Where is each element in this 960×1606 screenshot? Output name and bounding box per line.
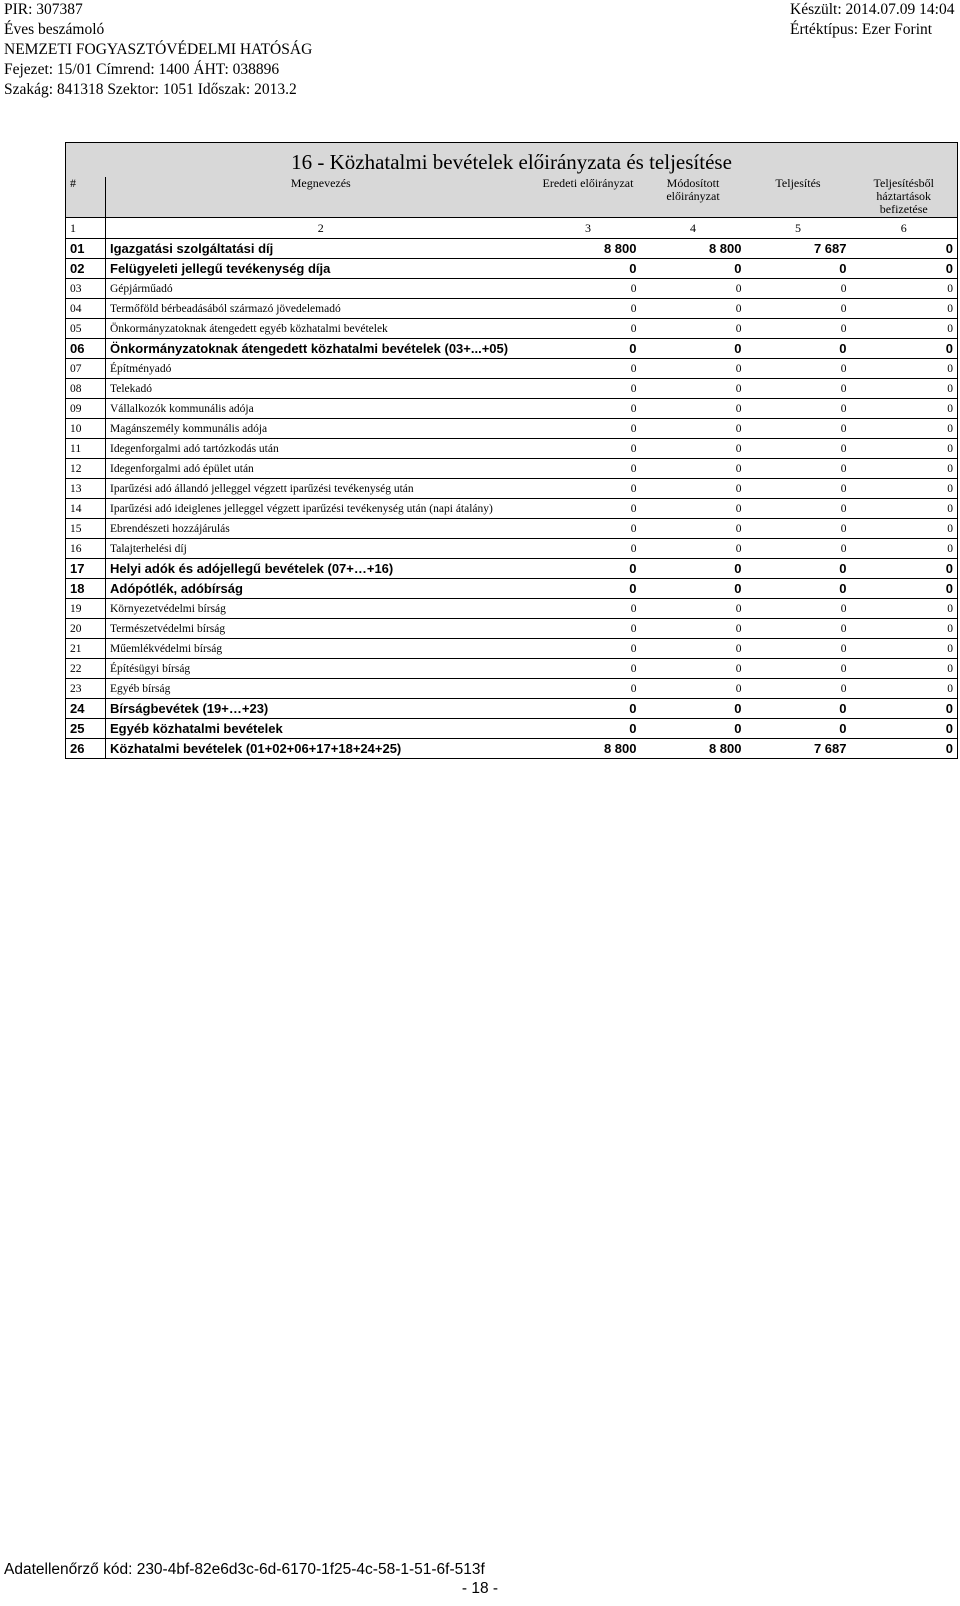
row-name: Igazgatási szolgáltatási díj [106, 239, 536, 259]
row-modified: 0 [641, 299, 746, 319]
row-household: 0 [851, 459, 958, 479]
row-household: 0 [851, 579, 958, 599]
row-original: 0 [536, 459, 641, 479]
row-number: 08 [66, 379, 106, 399]
table-row [66, 419, 958, 439]
row-name: Közhatalmi bevételek (01+02+06+17+18+24+25) [106, 739, 536, 759]
header-report-type: Éves beszámoló [4, 21, 105, 38]
row-household: 0 [851, 419, 958, 439]
column-header-row [66, 177, 958, 218]
col-header-fulfilment: Teljesítés [746, 177, 851, 218]
table-row [66, 579, 958, 599]
row-name: Természetvédelmi bírság [106, 619, 536, 639]
header-organization: NEMZETI FOGYASZTÓVÉDELMI HATÓSÁG [4, 41, 313, 58]
row-original: 0 [536, 679, 641, 699]
table-row [66, 259, 958, 279]
row-number: 11 [66, 439, 106, 459]
col-header-name: Megnevezés [106, 177, 536, 218]
row-household: 0 [851, 599, 958, 619]
table-row [66, 719, 958, 739]
row-name: Vállalkozók kommunális adója [106, 399, 536, 419]
row-modified: 0 [641, 499, 746, 519]
row-fulfilment: 0 [746, 379, 851, 399]
row-modified: 0 [641, 259, 746, 279]
row-fulfilment: 0 [746, 479, 851, 499]
table-row [66, 239, 958, 259]
row-original: 0 [536, 519, 641, 539]
row-number: 14 [66, 499, 106, 519]
header-created: Készült: 2014.07.09 14:04 [790, 1, 955, 18]
header-pir: PIR: 307387 [4, 1, 83, 18]
row-name: Bírságbevétek (19+…+23) [106, 699, 536, 719]
col-number-2: 2 [106, 218, 536, 239]
table-row [66, 459, 958, 479]
row-number: 24 [66, 699, 106, 719]
row-name: Iparűzési adó ideiglenes jelleggel végzett iparűzési tevékenység után (napi átalány) [106, 499, 536, 519]
row-household: 0 [851, 739, 958, 759]
table-row [66, 359, 958, 379]
row-original: 0 [536, 379, 641, 399]
row-modified: 8 800 [641, 239, 746, 259]
row-name: Talajterhelési díj [106, 539, 536, 559]
row-fulfilment: 0 [746, 359, 851, 379]
table-title: 16 - Közhatalmi bevételek előirányzata és teljesítése [66, 143, 958, 178]
row-name: Környezetvédelmi bírság [106, 599, 536, 619]
col-header-original: Eredeti előirányzat [536, 177, 641, 218]
row-name: Idegenforgalmi adó épület után [106, 459, 536, 479]
row-original: 0 [536, 659, 641, 679]
row-original: 0 [536, 419, 641, 439]
table-title-row [66, 143, 958, 178]
row-modified: 0 [641, 439, 746, 459]
row-original: 0 [536, 699, 641, 719]
row-fulfilment: 0 [746, 579, 851, 599]
table-row [66, 479, 958, 499]
row-modified: 0 [641, 459, 746, 479]
table-row [66, 659, 958, 679]
row-modified: 0 [641, 599, 746, 619]
table-row [66, 639, 958, 659]
table-row [66, 319, 958, 339]
row-number: 16 [66, 539, 106, 559]
col-number-4: 4 [641, 218, 746, 239]
row-fulfilment: 7 687 [746, 239, 851, 259]
row-household: 0 [851, 659, 958, 679]
header-sector: Szakág: 841318 Szektor: 1051 Időszak: 2013.2 [4, 81, 297, 98]
row-household: 0 [851, 279, 958, 299]
row-original: 0 [536, 499, 641, 519]
header-value-type: Értéktípus: Ezer Forint [790, 21, 933, 38]
row-name: Építésügyi bírság [106, 659, 536, 679]
validation-code: Adatellenőrző kód: 230-4bf-82e6d3c-6d-6170-1f25-4c-58-1-51-6f-513f [4, 1561, 485, 1578]
row-household: 0 [851, 339, 958, 359]
row-household: 0 [851, 519, 958, 539]
row-household: 0 [851, 239, 958, 259]
revenue-table [65, 142, 958, 759]
row-modified: 0 [641, 419, 746, 439]
table-row [66, 499, 958, 519]
row-name: Adópótlék, adóbírság [106, 579, 536, 599]
row-fulfilment: 0 [746, 279, 851, 299]
row-modified: 0 [641, 579, 746, 599]
row-name: Helyi adók és adójellegű bevételek (07+…+16) [106, 559, 536, 579]
table-row [66, 539, 958, 559]
row-modified: 0 [641, 559, 746, 579]
row-fulfilment: 0 [746, 719, 851, 739]
row-modified: 0 [641, 519, 746, 539]
row-number: 07 [66, 359, 106, 379]
row-original: 0 [536, 359, 641, 379]
row-number: 04 [66, 299, 106, 319]
row-number: 17 [66, 559, 106, 579]
row-modified: 0 [641, 339, 746, 359]
row-name: Ebrendészeti hozzájárulás [106, 519, 536, 539]
row-original: 0 [536, 539, 641, 559]
row-household: 0 [851, 699, 958, 719]
row-name: Önkormányzatoknak átengedett közhatalmi bevételek (03+...+05) [106, 339, 536, 359]
row-name: Termőföld bérbeadásából származó jövedelemadó [106, 299, 536, 319]
row-fulfilment: 0 [746, 539, 851, 559]
table-row [66, 299, 958, 319]
row-name: Idegenforgalmi adó tartózkodás után [106, 439, 536, 459]
row-fulfilment: 0 [746, 639, 851, 659]
row-original: 0 [536, 439, 641, 459]
table-row [66, 559, 958, 579]
row-original: 0 [536, 479, 641, 499]
table-row [66, 599, 958, 619]
row-original: 0 [536, 399, 641, 419]
table-row [66, 399, 958, 419]
row-name: Iparűzési adó állandó jelleggel végzett iparűzési tevékenység után [106, 479, 536, 499]
row-modified: 0 [641, 719, 746, 739]
table-row [66, 699, 958, 719]
row-modified: 0 [641, 639, 746, 659]
row-fulfilment: 0 [746, 439, 851, 459]
row-number: 25 [66, 719, 106, 739]
row-number: 13 [66, 479, 106, 499]
row-number: 15 [66, 519, 106, 539]
row-fulfilment: 0 [746, 259, 851, 279]
row-number: 26 [66, 739, 106, 759]
row-name: Magánszemély kommunális adója [106, 419, 536, 439]
row-original: 0 [536, 639, 641, 659]
row-number: 02 [66, 259, 106, 279]
col-header-modified: Módosított előirányzat [641, 177, 746, 218]
row-original: 8 800 [536, 239, 641, 259]
row-fulfilment: 0 [746, 319, 851, 339]
row-household: 0 [851, 299, 958, 319]
col-header-household: Teljesítésből háztartások befizetése [851, 177, 958, 218]
row-modified: 0 [641, 379, 746, 399]
row-household: 0 [851, 719, 958, 739]
table-row [66, 519, 958, 539]
row-name: Gépjárműadó [106, 279, 536, 299]
table-row [66, 739, 958, 759]
row-original: 0 [536, 299, 641, 319]
row-name: Önkormányzatoknak átengedett egyéb közhatalmi bevételek [106, 319, 536, 339]
col-number-3: 3 [536, 218, 641, 239]
revenue-table-container [65, 142, 957, 759]
row-original: 0 [536, 579, 641, 599]
row-fulfilment: 0 [746, 299, 851, 319]
row-number: 06 [66, 339, 106, 359]
row-household: 0 [851, 479, 958, 499]
row-modified: 0 [641, 279, 746, 299]
row-fulfilment: 0 [746, 679, 851, 699]
row-modified: 0 [641, 399, 746, 419]
row-household: 0 [851, 359, 958, 379]
row-name: Építményadó [106, 359, 536, 379]
row-number: 12 [66, 459, 106, 479]
row-modified: 0 [641, 539, 746, 559]
row-original: 8 800 [536, 739, 641, 759]
row-modified: 0 [641, 659, 746, 679]
row-number: 09 [66, 399, 106, 419]
row-household: 0 [851, 319, 958, 339]
row-fulfilment: 0 [746, 399, 851, 419]
row-fulfilment: 0 [746, 339, 851, 359]
row-fulfilment: 0 [746, 419, 851, 439]
row-number: 03 [66, 279, 106, 299]
row-number: 18 [66, 579, 106, 599]
table-row [66, 379, 958, 399]
row-household: 0 [851, 399, 958, 419]
col-header-number: # [66, 177, 106, 218]
row-number: 21 [66, 639, 106, 659]
row-original: 0 [536, 319, 641, 339]
row-fulfilment: 0 [746, 519, 851, 539]
row-number: 05 [66, 319, 106, 339]
col-number-5: 5 [746, 218, 851, 239]
row-fulfilment: 0 [746, 659, 851, 679]
row-number: 01 [66, 239, 106, 259]
row-name: Egyéb bírság [106, 679, 536, 699]
table-row [66, 439, 958, 459]
report-header-left [4, 0, 312, 100]
row-household: 0 [851, 499, 958, 519]
row-original: 0 [536, 559, 641, 579]
row-number: 10 [66, 419, 106, 439]
header-chapter: Fejezet: 15/01 Címrend: 1400 ÁHT: 038896 [4, 61, 280, 78]
row-name: Felügyeleti jellegű tevékenység díja [106, 259, 536, 279]
row-modified: 0 [641, 699, 746, 719]
row-household: 0 [851, 559, 958, 579]
table-row [66, 619, 958, 639]
row-number: 20 [66, 619, 106, 639]
row-modified: 8 800 [641, 739, 746, 759]
row-number: 19 [66, 599, 106, 619]
col-number-6: 6 [851, 218, 958, 239]
col-number-1: 1 [66, 218, 106, 239]
row-original: 0 [536, 719, 641, 739]
report-header-right [790, 0, 954, 40]
row-original: 0 [536, 339, 641, 359]
row-fulfilment: 7 687 [746, 739, 851, 759]
row-fulfilment: 0 [746, 599, 851, 619]
row-name: Telekadó [106, 379, 536, 399]
row-modified: 0 [641, 479, 746, 499]
row-fulfilment: 0 [746, 499, 851, 519]
table-body [66, 239, 958, 759]
row-original: 0 [536, 619, 641, 639]
row-name: Műemlékvédelmi bírság [106, 639, 536, 659]
row-household: 0 [851, 679, 958, 699]
row-household: 0 [851, 259, 958, 279]
row-modified: 0 [641, 359, 746, 379]
row-fulfilment: 0 [746, 699, 851, 719]
row-modified: 0 [641, 679, 746, 699]
row-modified: 0 [641, 319, 746, 339]
column-number-row [66, 218, 958, 239]
row-original: 0 [536, 599, 641, 619]
table-row [66, 279, 958, 299]
table-row [66, 339, 958, 359]
row-fulfilment: 0 [746, 559, 851, 579]
row-original: 0 [536, 259, 641, 279]
page-number: - 18 - [461, 1580, 499, 1597]
row-fulfilment: 0 [746, 459, 851, 479]
row-household: 0 [851, 619, 958, 639]
row-household: 0 [851, 639, 958, 659]
row-fulfilment: 0 [746, 619, 851, 639]
row-number: 22 [66, 659, 106, 679]
row-household: 0 [851, 439, 958, 459]
row-original: 0 [536, 279, 641, 299]
row-modified: 0 [641, 619, 746, 639]
row-household: 0 [851, 379, 958, 399]
table-row [66, 679, 958, 699]
row-household: 0 [851, 539, 958, 559]
row-name: Egyéb közhatalmi bevételek [106, 719, 536, 739]
row-number: 23 [66, 679, 106, 699]
